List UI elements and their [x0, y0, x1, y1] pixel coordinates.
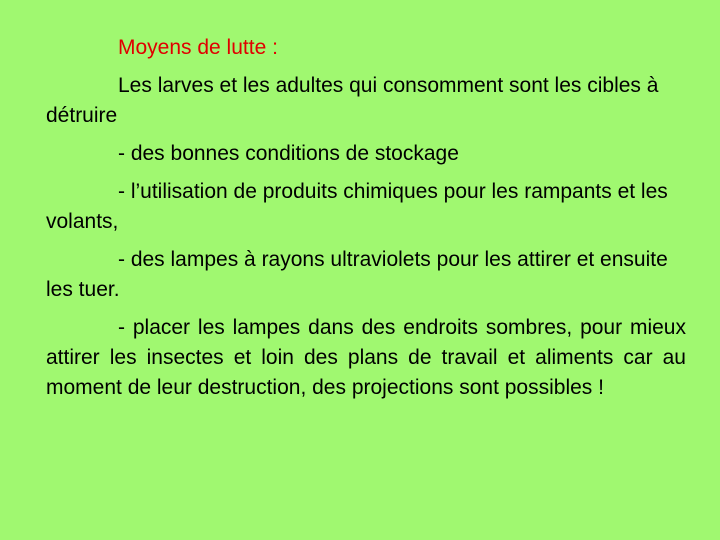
slide-content: [46, 33, 686, 411]
paragraph-uv-lamps: - des lampes à rayons ultraviolets pour les attirer et ensuite les tuer.: [46, 248, 668, 301]
paragraph-targets: Les larves et les adultes qui consomment sont les cibles à détruire: [46, 74, 659, 127]
paragraph-lamp-placement: - placer les lampes dans des endroits sombres, pour mieux attirer les insectes et loin des plans de travail et aliments car au moment de leur destruction, des projections sont possibles !: [46, 316, 686, 399]
paragraph-storage: - des bonnes conditions de stockage: [118, 142, 459, 165]
paragraph-chemicals: - l’utilisation de produits chimiques pour les rampants et les volants,: [46, 180, 668, 233]
slide-title: Moyens de lutte :: [118, 36, 278, 59]
